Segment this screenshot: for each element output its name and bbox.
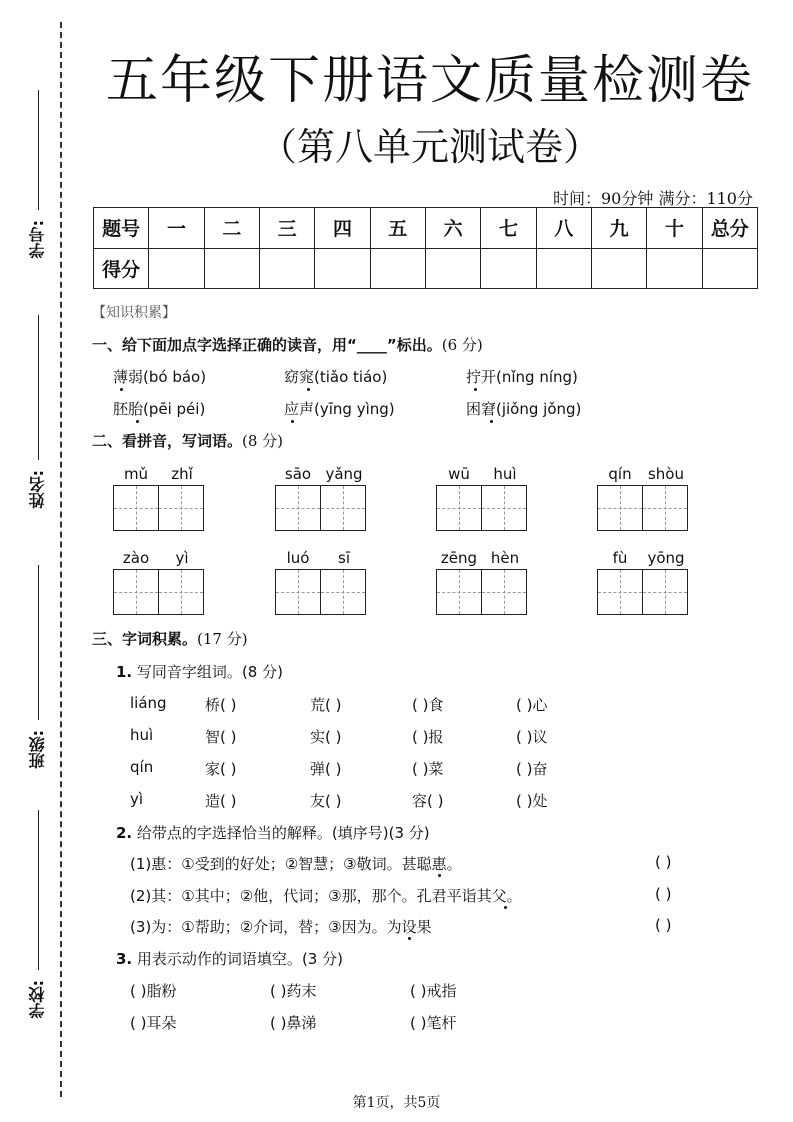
q1-title-text: 一、给下面加点字选择正确的读音，用“____”标出。 (92, 336, 442, 354)
q3-1-blank[interactable]: 家( ) (205, 760, 237, 778)
tian-grid-box[interactable] (642, 485, 688, 531)
q3-1-number: 1. (116, 663, 133, 681)
q3-3-number: 3. (116, 950, 133, 968)
q3-1-blank[interactable]: ( )食 (412, 696, 444, 714)
q3-3-title (116, 948, 343, 969)
school-line (38, 810, 39, 970)
pinyin-syllable: wū (448, 465, 470, 483)
emphasis-dot (474, 388, 477, 391)
score-input-cell[interactable] (591, 248, 646, 289)
q3-1-blank[interactable]: ( )奋 (516, 760, 548, 778)
q3-3-blank[interactable]: ( )戒指 (410, 982, 457, 1000)
q3-1-points: (8 分) (241, 663, 283, 681)
q3-2-row: (3)为：①帮助；②介词，替；③因为。为设果 (130, 918, 432, 936)
tian-grid-box[interactable] (275, 485, 321, 531)
tian-grid-box[interactable] (597, 569, 643, 615)
pinyin-syllable: yì (175, 549, 189, 567)
score-input-cell[interactable] (647, 248, 702, 289)
q3-title-text: 三、字词积累。 (92, 630, 198, 648)
tian-grid-box[interactable] (320, 485, 366, 531)
q1-item[interactable]: 薄弱(bó báo) (113, 368, 207, 386)
school-label: 学校: (28, 980, 47, 1019)
score-input-cell[interactable] (259, 248, 314, 289)
q3-3-blank[interactable]: ( )笔杆 (410, 1014, 457, 1032)
tian-grid-box[interactable] (158, 569, 204, 615)
score-input-cell[interactable] (149, 248, 204, 289)
q2-title-text: 二、看拼音，写词语。 (92, 432, 243, 450)
q3-3-blank[interactable]: ( )药末 (270, 982, 317, 1000)
q3-1-blank[interactable]: 弹( ) (310, 760, 342, 778)
page-subtitle: （第八单元测试卷） (258, 125, 601, 169)
student-id-label: 学号: (28, 220, 47, 259)
pinyin-syllable: zēng (440, 549, 478, 567)
q3-points: (17 分) (197, 630, 248, 648)
q1-item[interactable]: 困窘(jiǒng jǒng) (466, 400, 582, 418)
pinyin-syllable: huì (493, 465, 517, 483)
pinyin-syllable: shòu (647, 465, 684, 483)
q2-points: (8 分) (242, 432, 284, 450)
emphasis-dot (490, 420, 493, 423)
q3-1-blank[interactable]: 桥( ) (205, 696, 237, 714)
tian-grid-box[interactable] (597, 485, 643, 531)
q3-1-blank[interactable]: 荒( ) (310, 696, 342, 714)
score-table-header-row (94, 208, 758, 249)
q3-2-row: (2)其：①其中；②他，代词；③那，那个。孔君平诣其父。 (130, 887, 522, 905)
q1-item[interactable]: 应声(yīng yìng) (284, 400, 395, 418)
name-label: 姓名: (28, 470, 47, 509)
q1-item[interactable]: 窈窕(tiǎo tiáo) (284, 368, 388, 386)
pinyin-syllable: zào (122, 549, 150, 567)
emphasis-dot (120, 388, 123, 391)
score-input-cell[interactable] (370, 248, 425, 289)
pinyin-syllable: sāo (284, 465, 312, 483)
score-table (93, 207, 758, 289)
pinyin-syllable: qín (608, 465, 632, 483)
q3-1-blank[interactable]: 实( ) (310, 728, 342, 746)
pinyin-syllable: mǔ (123, 465, 149, 483)
q3-2-number: 2. (116, 824, 133, 842)
pinyin-syllable: hèn (490, 549, 520, 567)
q3-1-pinyin: qín (130, 758, 154, 776)
q3-1-blank[interactable]: ( )报 (412, 728, 444, 746)
q3-1-blank[interactable]: ( )心 (516, 696, 548, 714)
score-header-cell: 六 (425, 208, 480, 249)
q1-title (92, 334, 483, 355)
score-input-cell[interactable] (536, 248, 591, 289)
q1-points: (6 分) (441, 336, 483, 354)
q3-2-points: (3 分) (388, 824, 430, 842)
score-input-cell[interactable] (315, 248, 370, 289)
q3-1-title-text: 写同音字组词。 (136, 663, 242, 681)
q2-title (92, 430, 283, 451)
q3-1-title (116, 661, 283, 682)
pinyin-syllable: luó (286, 549, 310, 567)
score-input-cell[interactable] (425, 248, 480, 289)
q3-2-answer-blank[interactable]: ( ) (655, 916, 672, 934)
score-header-cell: 十 (647, 208, 702, 249)
q3-1-pinyin: huì (130, 726, 154, 744)
q3-3-blank[interactable]: ( )脂粉 (130, 982, 177, 1000)
page-footer: 第1页，共5页 (352, 1095, 441, 1111)
class-field[interactable] (14, 565, 62, 775)
q3-title (92, 628, 248, 649)
pinyin-syllable: sī (338, 549, 350, 567)
tian-grid-box[interactable] (642, 569, 688, 615)
emphasis-dot (408, 937, 411, 940)
q3-1-blank[interactable]: 容( ) (412, 792, 444, 810)
tian-grid-box[interactable] (481, 485, 527, 531)
score-header-cell: 题号 (94, 208, 149, 249)
class-label: 班级: (28, 730, 47, 769)
q3-1-blank[interactable]: 造( ) (205, 792, 237, 810)
score-header-cell: 七 (481, 208, 536, 249)
page-title: 五年级下册语文质量检测卷 (105, 51, 754, 111)
score-input-cell[interactable] (481, 248, 536, 289)
q3-1-pinyin: yì (130, 790, 144, 808)
pinyin-syllable: fù (612, 549, 628, 567)
score-header-cell: 三 (259, 208, 314, 249)
tian-grid-box[interactable] (436, 569, 482, 615)
q3-3-points: (3 分) (301, 950, 343, 968)
emphasis-dot (136, 420, 139, 423)
emphasis-dot (504, 906, 507, 909)
score-header-cell: 一 (149, 208, 204, 249)
tian-grid-box[interactable] (158, 485, 204, 531)
q3-2-title-text: 给带点的字选择恰当的解释。(填序号) (136, 824, 389, 842)
school-field[interactable] (14, 810, 62, 1025)
tian-grid-box[interactable] (436, 485, 482, 531)
tian-grid-box[interactable] (481, 569, 527, 615)
emphasis-dot (291, 420, 294, 423)
tian-grid-box[interactable] (113, 569, 159, 615)
q3-2-answer-blank[interactable]: ( ) (655, 853, 672, 871)
q3-1-blank[interactable]: ( )处 (516, 792, 548, 810)
score-header-cell: 五 (370, 208, 425, 249)
name-field[interactable] (14, 315, 62, 515)
pinyin-syllable: yǎng (325, 465, 363, 483)
score-header-cell: 四 (315, 208, 370, 249)
emphasis-dot (307, 388, 310, 391)
q3-1-blank[interactable]: ( )议 (516, 728, 548, 746)
q3-3-title-text: 用表示动作的词语填空。 (136, 950, 302, 968)
emphasis-dot (438, 874, 441, 877)
score-header-cell: 九 (591, 208, 646, 249)
score-header-cell: 二 (204, 208, 259, 249)
tian-grid-box[interactable] (320, 569, 366, 615)
q3-1-pinyin: liáng (130, 694, 167, 712)
q3-1-blank[interactable]: 智( ) (205, 728, 237, 746)
score-header-cell: 总分 (702, 208, 757, 249)
score-input-cell[interactable] (204, 248, 259, 289)
tian-grid-box[interactable] (113, 485, 159, 531)
pinyin-syllable: zhǐ (171, 465, 193, 483)
q3-3-blank[interactable]: ( )鼻涕 (270, 1014, 317, 1032)
q1-item[interactable]: 胚胎(pēi péi) (113, 400, 206, 418)
score-table-score-row (94, 248, 758, 289)
q3-1-blank[interactable]: ( )菜 (412, 760, 444, 778)
score-input-cell[interactable] (702, 248, 757, 289)
section-tag: 【知识积累】 (92, 305, 176, 321)
q3-3-blank[interactable]: ( )耳朵 (130, 1014, 177, 1032)
exam-meta: 时间：90分钟 满分：110分 (553, 189, 753, 208)
q3-2-row: (1)惠：①受到的好处；②智慧；③敬词。甚聪惠。 (130, 855, 462, 873)
class-line (38, 565, 39, 720)
name-line (38, 315, 39, 460)
student-id-field[interactable] (14, 90, 62, 280)
student-id-line (38, 90, 39, 210)
pinyin-syllable: yōng (647, 549, 685, 567)
q3-1-blank[interactable]: 友( ) (310, 792, 342, 810)
score-row-label: 得分 (94, 248, 149, 289)
score-header-cell: 八 (536, 208, 591, 249)
q3-2-title (116, 822, 430, 843)
tian-grid-box[interactable] (275, 569, 321, 615)
q3-2-answer-blank[interactable]: ( ) (655, 885, 672, 903)
q1-item[interactable]: 拧开(nǐng níng) (466, 368, 578, 386)
